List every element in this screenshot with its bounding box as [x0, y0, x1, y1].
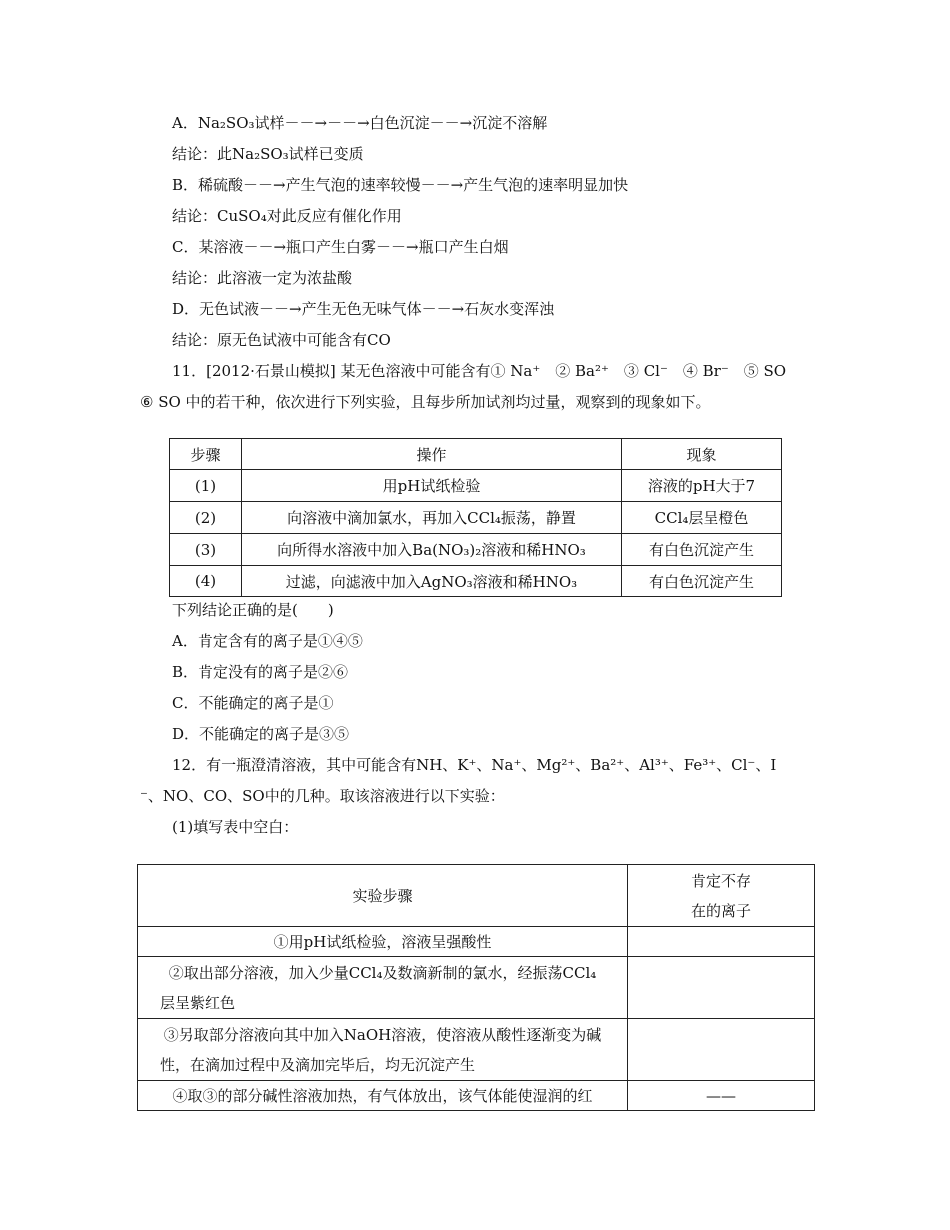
- q11-table: [169, 438, 782, 597]
- q11-question: 下列结论正确的是( ): [172, 601, 334, 619]
- table-row: [138, 957, 815, 1019]
- q12-sub-question: (1)填写表中空白：: [172, 818, 299, 836]
- q10-option-c-conclusion: 结论：此溶液一定为浓盐酸: [172, 269, 353, 287]
- q11-step-cell: (1): [170, 470, 242, 502]
- table-row: [170, 534, 782, 566]
- q12-header-ion-line2: 在的离子: [690, 901, 751, 920]
- q11-option-c: C．不能确定的离子是①: [172, 694, 334, 712]
- q11-phenomenon-cell: 有白色沉淀产生: [622, 566, 782, 597]
- q11-operation-cell: 向溶液中滴加氯水，再加入CCl₄振荡，静置: [242, 502, 622, 534]
- q11-stem-line2: ⑥ SO 中的若干种，依次进行下列实验，且每步所加试剂均过量，观察到的现象如下。: [140, 393, 711, 411]
- q12-step-cell: ①用pH试纸检验，溶液呈强酸性: [138, 927, 628, 957]
- q11-header-step: 步骤: [170, 439, 242, 470]
- q12-step-line2: 性，在滴加过程中及滴加完毕后，均无沉淀产生: [160, 1055, 476, 1074]
- q11-operation-cell: 向所得水溶液中加入Ba(NO₃)₂溶液和稀HNO₃: [242, 534, 622, 566]
- q11-stem-line1: 11．[2012·石景山模拟] 某无色溶液中可能含有① Na⁺ ② Ba²⁺ ③ Cl⁻ ④ Br⁻ ⑤ SO: [172, 362, 787, 380]
- table-row: [138, 1019, 815, 1081]
- q10-option-d-conclusion: 结论：原无色试液中可能含有CO: [172, 331, 391, 349]
- q11-phenomenon-cell: 有白色沉淀产生: [622, 534, 782, 566]
- table-row: [170, 470, 782, 502]
- table-row: [138, 927, 815, 957]
- q11-operation-cell: 用pH试纸检验: [242, 470, 622, 502]
- q10-option-b: B．稀硫酸－－→产生气泡的速率较慢－－→产生气泡的速率明显加快: [172, 176, 629, 194]
- q12-step-line1: ③另取部分溶液向其中加入NaOH溶液，使溶液从酸性逐渐变为碱: [163, 1025, 602, 1044]
- q10-option-d: D．无色试液－－→产生无色无味气体－－→石灰水变浑浊: [172, 300, 555, 318]
- q11-table-header-row: [170, 439, 782, 470]
- q12-step-cell: ④取③的部分碱性溶液加热，有气体放出，该气体能使湿润的红: [138, 1081, 628, 1111]
- q10-option-a-conclusion: 结论：此Na₂SO₃试样已变质: [172, 145, 364, 163]
- table-row: [170, 566, 782, 597]
- q10-option-a: A．Na₂SO₃试样－－→－－→白色沉淀－－→沉淀不溶解: [172, 114, 548, 132]
- q12-step-line2: 层呈紫红色: [160, 993, 236, 1012]
- q12-table: [137, 864, 815, 1111]
- q12-ion-answer-cell[interactable]: [628, 1019, 815, 1081]
- q11-option-a: A．肯定含有的离子是①④⑤: [172, 632, 363, 650]
- q12-ion-answer-cell[interactable]: [628, 927, 815, 957]
- q12-header-step: 实验步骤: [138, 865, 628, 927]
- q11-operation-cell: 过滤，向滤液中加入AgNO₃溶液和稀HNO₃: [242, 566, 622, 597]
- q11-option-b: B．肯定没有的离子是②⑥: [172, 663, 349, 681]
- q11-step-cell: (2): [170, 502, 242, 534]
- table-row: [138, 1081, 815, 1111]
- q10-option-c: C．某溶液－－→瓶口产生白雾－－→瓶口产生白烟: [172, 238, 509, 256]
- q11-phenomenon-cell: CCl₄层呈橙色: [622, 502, 782, 534]
- q11-step-cell: (3): [170, 534, 242, 566]
- q11-header-phenomenon: 现象: [622, 439, 782, 470]
- q11-step-cell: (4): [170, 566, 242, 597]
- q10-option-b-conclusion: 结论：CuSO₄对此反应有催化作用: [172, 207, 402, 225]
- q12-stem-line2: ⁻、NO、CO、SO中的几种。取该溶液进行以下实验：: [140, 787, 505, 805]
- table-row: [170, 502, 782, 534]
- q12-header-ion-line1: 肯定不存: [690, 871, 751, 890]
- q11-header-operation: 操作: [242, 439, 622, 470]
- q12-ion-answer-cell: ——: [628, 1081, 815, 1111]
- q12-step-cell: [138, 957, 628, 1019]
- q12-step-line1: ②取出部分溶液，加入少量CCl₄及数滴新制的氯水，经振荡CCl₄: [168, 963, 597, 982]
- q12-header-ion: [628, 865, 815, 927]
- q12-table-header-row: [138, 865, 815, 927]
- q12-stem-line1: 12．有一瓶澄清溶液，其中可能含有NH、K⁺、Na⁺、Mg²⁺、Ba²⁺、Al³⁺、Fe³⁺、Cl⁻、I: [172, 756, 777, 774]
- q12-ion-answer-cell[interactable]: [628, 957, 815, 1019]
- q11-option-d: D．不能确定的离子是③⑤: [172, 725, 350, 743]
- q12-step-cell: [138, 1019, 628, 1081]
- q11-phenomenon-cell: 溶液的pH大于7: [622, 470, 782, 502]
